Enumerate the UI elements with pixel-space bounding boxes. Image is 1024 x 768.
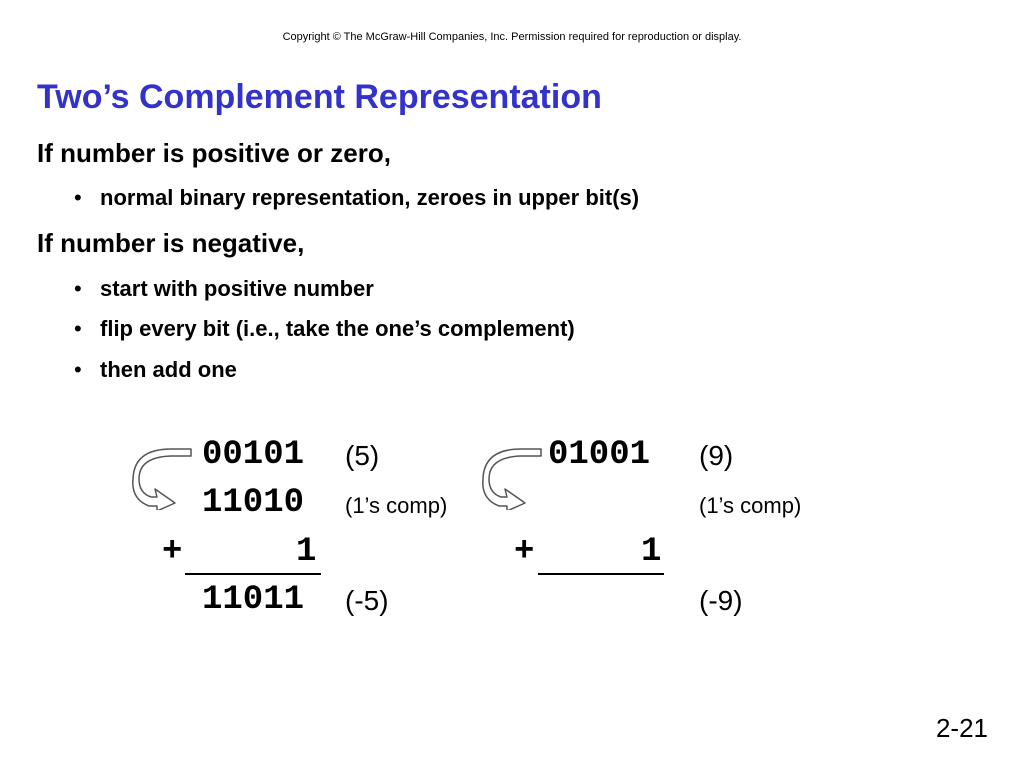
addend-one: 1	[641, 533, 662, 571]
page-number: 2-21	[935, 713, 988, 743]
bullet-item	[74, 357, 237, 383]
bullet-item	[74, 185, 639, 211]
positive-binary: 00101	[202, 436, 305, 474]
bullet-dot: •	[74, 316, 82, 341]
ones-complement-label: (1’s comp)	[345, 493, 448, 518]
bullet-text: flip every bit (i.e., take the one’s complement)	[100, 316, 575, 341]
sum-rule	[185, 573, 321, 575]
ones-complement-binary: 11010	[202, 484, 305, 522]
curved-arrow-icon	[482, 448, 544, 510]
slide-title: Two’s Complement Representation	[37, 78, 602, 116]
bullet-dot: •	[74, 357, 82, 382]
bullet-item	[74, 316, 575, 342]
bullet-text: then add one	[100, 357, 237, 382]
ones-complement-label: (1’s comp)	[699, 493, 802, 518]
bullet-text: start with positive number	[100, 276, 374, 301]
positive-value-label: (9)	[699, 440, 734, 471]
bullet-item	[74, 276, 374, 302]
bullet-dot: •	[74, 276, 82, 301]
addend-one: 1	[296, 533, 317, 571]
section-heading-negative: If number is negative,	[37, 228, 305, 258]
result-value-label: (-5)	[345, 585, 389, 616]
plus-sign: +	[162, 533, 183, 571]
plus-sign: +	[514, 533, 535, 571]
section-heading-positive: If number is positive or zero,	[37, 138, 391, 168]
result-binary: 11011	[202, 581, 305, 619]
curved-arrow-icon	[132, 448, 194, 510]
positive-value-label: (5)	[345, 440, 380, 471]
bullet-text: normal binary representation, zeroes in upper bit(s)	[100, 185, 640, 210]
result-value-label: (-9)	[699, 585, 743, 616]
copyright-notice: Copyright © The McGraw-Hill Companies, Inc. Permission required for reproduction or display.	[282, 31, 742, 43]
sum-rule	[538, 573, 664, 575]
positive-binary: 01001	[548, 436, 651, 474]
bullet-dot: •	[74, 185, 82, 210]
